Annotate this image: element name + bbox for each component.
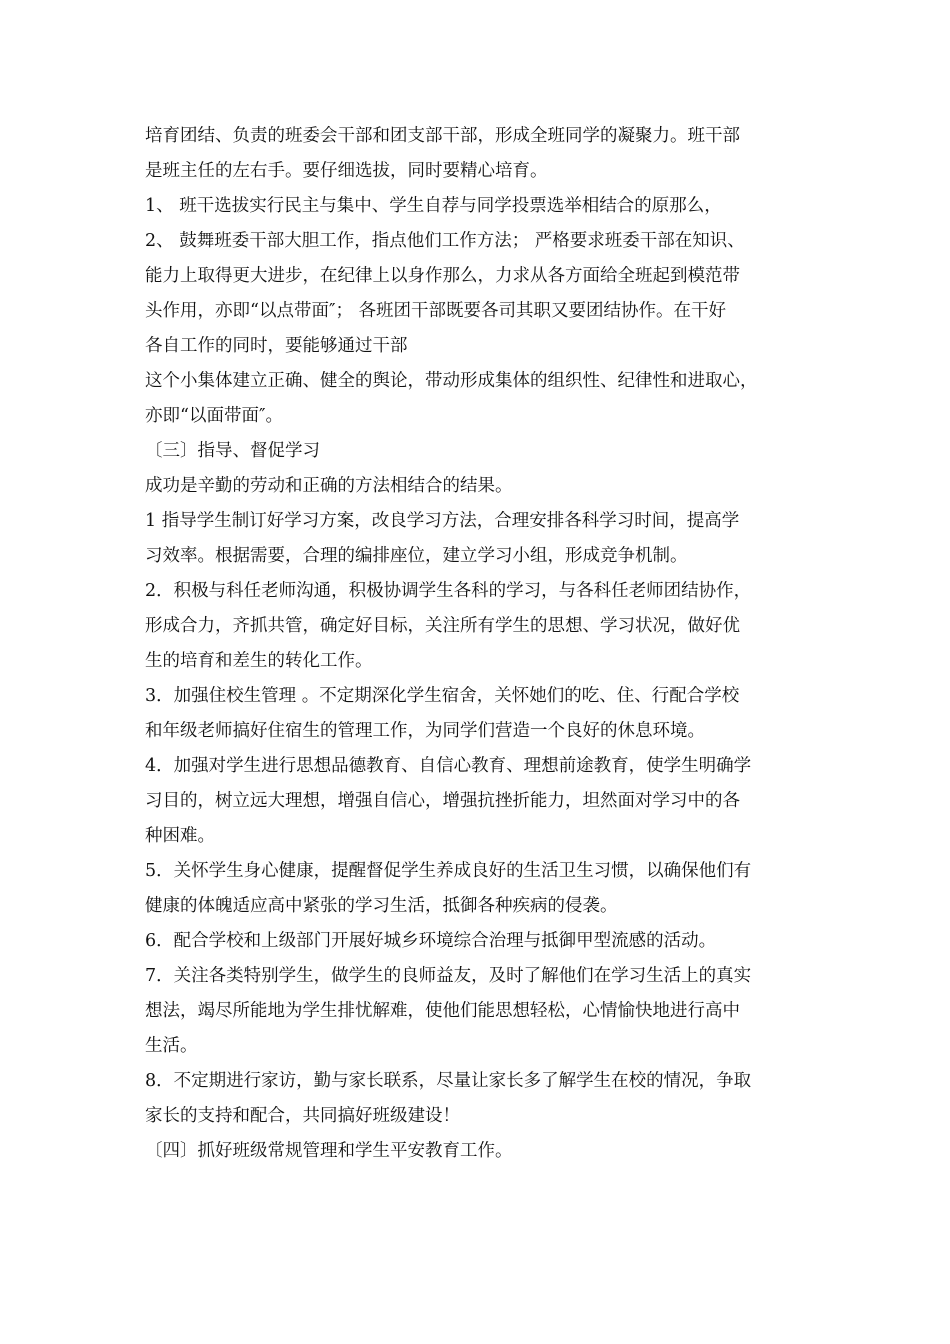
document-body xyxy=(145,119,815,1169)
text-line: 种困难。 xyxy=(145,826,215,846)
text-line: 成功是辛勤的劳动和正确的方法相结合的结果。 xyxy=(145,476,513,496)
list-item-line: 8．不定期进行家访，勤与家长联系，尽量让家长多了解学生在校的情况，争取 xyxy=(145,1071,752,1091)
text-line: 习目的，树立远大理想，增强自信心，增强抗挫折能力，坦然面对学习中的各 xyxy=(145,791,740,811)
section-heading: 〔四〕抓好班级常规管理和学生平安教育工作。 xyxy=(145,1141,513,1161)
text-line: 和年级老师搞好住宿生的管理工作，为同学们营造一个良好的休息环境。 xyxy=(145,721,705,741)
section-heading: 〔三〕指导、督促学习 xyxy=(145,441,320,461)
list-item-line: 1、 班干选拔实行民主与集中、学生自荐与同学投票选举相结合的原那么， xyxy=(145,196,722,216)
text-line: 形成合力，齐抓共管，确定好目标，关注所有学生的思想、学习状况，做好优 xyxy=(145,616,740,636)
list-item-line: 5．关怀学生身心健康，提醒督促学生养成良好的生活卫生习惯，以确保他们有 xyxy=(145,861,752,881)
list-item-line: 6．配合学校和上级部门开展好城乡环境综合治理与抵御甲型流感的活动。 xyxy=(145,931,717,951)
text-line: 培育团结、负责的班委会干部和团支部干部，形成全班同学的凝聚力。班干部 xyxy=(145,126,740,146)
list-item-line: 3．加强住校生管理 。不定期深化学生宿舍，关怀她们的吃、住、行配合学校 xyxy=(145,686,740,706)
text-line: 家长的支持和配合，共同搞好班级建设！ xyxy=(145,1106,460,1126)
text-line: 各自工作的同时，要能够通过干部 xyxy=(145,336,408,356)
text-line: 生的培育和差生的转化工作。 xyxy=(145,651,373,671)
text-line: 头作用，亦即“以点带面″； 各班团干部既要各司其职又要团结协作。在干好 xyxy=(145,301,727,321)
text-line: 健康的体魄适应高中紧张的学习生活，抵御各种疾病的侵袭。 xyxy=(145,896,618,916)
text-line: 生活。 xyxy=(145,1036,198,1056)
text-line: 亦即“以面带面″。 xyxy=(145,406,283,426)
list-item-line: 2．积极与科任老师沟通，积极协调学生各科的学习，与各科任老师团结协作， xyxy=(145,581,752,601)
list-item-line: 4．加强对学生进行思想品德教育、自信心教育、理想前途教育，使学生明确学 xyxy=(145,756,752,776)
text-line: 能力上取得更大进步，在纪律上以身作那么，力求从各方面给全班起到模范带 xyxy=(145,266,740,286)
text-line: 想法，竭尽所能地为学生排忧解难，使他们能思想轻松，心情愉快地进行高中 xyxy=(145,1001,740,1021)
text-line: 这个小集体建立正确、健全的舆论，带动形成集体的组织性、纪律性和进取心， xyxy=(145,371,758,391)
list-item-line: 2、 鼓舞班委干部大胆工作，指点他们工作方法； 严格要求班委干部在知识、 xyxy=(145,231,745,251)
list-item-line: 1 指导学生制订好学习方案，改良学习方法，合理安排各科学习时间，提高学 xyxy=(145,511,740,531)
text-line: 习效率。根据需要，合理的编排座位，建立学习小组，形成竞争机制。 xyxy=(145,546,688,566)
text-line: 是班主任的左右手。要仔细选拔，同时要精心培育。 xyxy=(145,161,548,181)
list-item-line: 7．关注各类特别学生，做学生的良师益友，及时了解他们在学习生活上的真实 xyxy=(145,966,752,986)
